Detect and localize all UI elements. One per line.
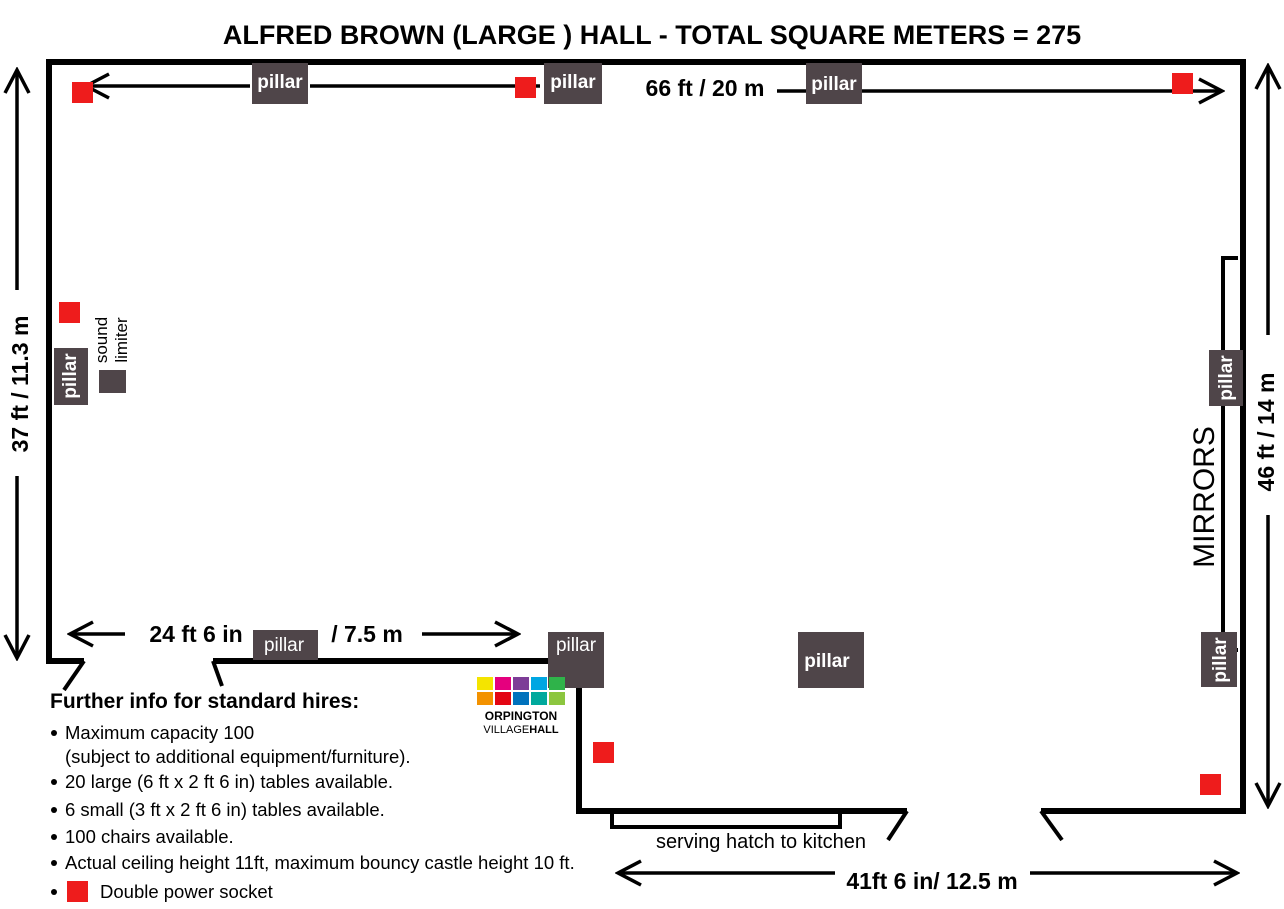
pillar: [798, 632, 864, 688]
power-sockets: [59, 73, 1221, 795]
svg-text:pillar: pillar: [1216, 355, 1237, 401]
pillar: [253, 630, 318, 660]
info-item: 20 large (6 ft x 2 ft 6 in) tables available.: [65, 771, 394, 792]
info-item: Maximum capacity 100: [65, 722, 255, 743]
info-heading: Further info for standard hires:: [50, 690, 360, 713]
dimension-right: 46 ft / 14 m: [1253, 372, 1279, 492]
door-bottom: [888, 811, 907, 840]
dimension-inner-right: / 7.5 m: [331, 621, 403, 647]
pillar: [544, 63, 602, 104]
power-socket: [72, 82, 93, 103]
pillar: [1201, 632, 1237, 687]
power-socket: [593, 742, 614, 763]
pillar: [54, 348, 88, 405]
info-item: Double power socket: [100, 881, 273, 902]
svg-text:pillar: pillar: [263, 635, 305, 656]
power-socket: [515, 77, 536, 98]
svg-text:pillar: pillar: [804, 651, 850, 672]
sound-limiter-label-2: limiter: [112, 317, 131, 363]
pillar: [806, 63, 862, 104]
pillar: [1209, 350, 1243, 406]
info-item: 6 small (3 ft x 2 ft 6 in) tables available.: [65, 799, 385, 820]
dimension-left: 37 ft / 11.3 m: [7, 315, 33, 453]
svg-text:pillar: pillar: [550, 72, 596, 93]
svg-text:pillar: pillar: [257, 72, 303, 93]
power-socket: [1172, 73, 1193, 94]
mirrors-label: MIRRORS: [1188, 426, 1221, 568]
dimension-top: 66 ft / 20 m: [645, 75, 765, 101]
pillar: [252, 63, 308, 104]
sound-limiter-label-1: sound: [92, 316, 111, 364]
power-socket: [1200, 774, 1221, 795]
info-item: 100 chairs available.: [65, 826, 234, 847]
door-left-2: [213, 661, 222, 686]
dimension-bottom: 41ft 6 in/ 12.5 m: [846, 868, 1018, 894]
svg-text:pillar: pillar: [1210, 637, 1231, 683]
serving-hatch-label: serving hatch to kitchen: [655, 831, 867, 853]
svg-text:ORPINGTON: ORPINGTON: [484, 709, 558, 723]
door-bottom-2: [1041, 811, 1062, 840]
svg-text:pillar: pillar: [555, 635, 597, 656]
info-item: Actual ceiling height 11ft, maximum bouncy castle height 10 ft.: [65, 852, 575, 873]
page-title: ALFRED BROWN (LARGE ) HALL - TOTAL SQUARE METERS = 275: [222, 20, 1082, 50]
info-item: (subject to additional equipment/furniture).: [65, 746, 411, 767]
power-socket-legend-icon: [67, 881, 88, 902]
dimension-inner-left: 24 ft 6 in: [149, 621, 243, 647]
orpington-village-hall-logo: [477, 677, 565, 736]
svg-text:pillar: pillar: [60, 353, 81, 399]
power-socket: [59, 302, 80, 323]
svg-text:pillar: pillar: [811, 74, 857, 95]
mirrors-wall: [1223, 258, 1238, 650]
door-left: [64, 661, 84, 690]
sound-limiter-box: [99, 370, 126, 393]
svg-text:VILLAGEHALL: VILLAGEHALL: [483, 724, 559, 736]
